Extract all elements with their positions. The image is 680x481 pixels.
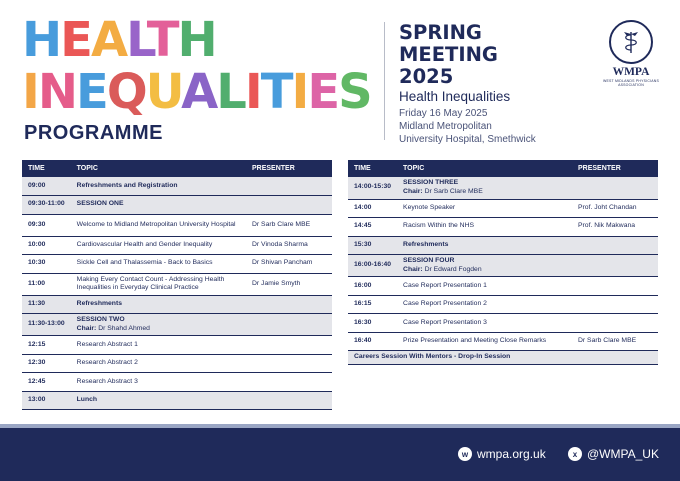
table-header-row <box>348 160 658 177</box>
table-row <box>22 314 332 336</box>
programme-title: PROGRAMME <box>24 122 163 144</box>
time-cell: 09:30 <box>22 214 71 236</box>
org-name: WMPA <box>612 66 650 78</box>
table-row <box>22 354 332 373</box>
session-chair <box>403 266 566 275</box>
wmpa-logo <box>602 20 660 87</box>
table-row <box>348 218 658 237</box>
table-row <box>22 214 332 236</box>
schedule-table-right <box>348 160 658 365</box>
presenter-cell <box>572 277 658 296</box>
table-row <box>22 273 332 295</box>
time-cell: 16:15 <box>348 295 397 314</box>
presenter-cell <box>246 373 332 392</box>
time-cell: 14:00 <box>348 199 397 218</box>
org-subtext: WEST MIDLANDS PHYSICIANS ASSOCIATION <box>602 79 660 87</box>
event-details <box>399 107 536 146</box>
table-row <box>348 199 658 218</box>
logo-letter: S <box>338 64 371 120</box>
session-chair <box>77 325 240 334</box>
logo-letter: T <box>146 12 178 68</box>
venue-line-2: University Hospital, Smethwick <box>399 134 536 145</box>
time-cell: 14:00-15:30 <box>348 177 397 199</box>
column-header-topic: TOPIC <box>71 160 246 177</box>
topic-cell <box>71 236 246 255</box>
topic-cell <box>71 273 246 295</box>
topic-text: Research Abstract 3 <box>76 377 138 385</box>
column-header-presenter: PRESENTER <box>572 160 658 177</box>
logo-letter: I <box>22 64 38 120</box>
topic-cell <box>71 295 246 314</box>
website-text: wmpa.org.uk <box>477 447 546 461</box>
topic-text: Prize Presentation and Meeting Close Remarks <box>403 337 547 345</box>
logo-letter: A <box>90 12 127 68</box>
topic-text: Making Every Contact Count - Addressing Health Inequalities in Everyday Clinical Practice <box>76 275 225 292</box>
topic-cell <box>71 373 246 392</box>
topic-text: Racism Within the NHS <box>403 222 475 230</box>
presenter-cell <box>246 196 332 215</box>
time-cell: 11:30 <box>22 295 71 314</box>
topic-text: Refreshments and Registration <box>76 181 178 189</box>
topic-text: Welcome to Midland Metropolitan University Hospital <box>76 220 236 228</box>
topic-text: Refreshments <box>403 240 449 248</box>
logo-letter: I <box>291 64 308 120</box>
time-cell: 09:30-11:00 <box>22 196 71 215</box>
table-row <box>22 196 332 215</box>
presenter-cell: Prof. Nik Makwana <box>572 218 658 237</box>
table-row <box>22 336 332 355</box>
table-row <box>348 332 658 351</box>
topic-cell <box>397 255 572 277</box>
column-header-presenter: PRESENTER <box>246 160 332 177</box>
topic-cell <box>397 295 572 314</box>
chair-label: Chair: <box>403 187 423 195</box>
topic-cell <box>397 177 572 199</box>
time-cell: 16:40 <box>348 332 397 351</box>
logo-letter: H <box>177 12 216 68</box>
table-row <box>348 295 658 314</box>
table-row <box>348 314 658 333</box>
logo-letter: U <box>145 64 182 120</box>
topic-text: Refreshments <box>76 300 122 308</box>
topic-text: SESSION TWO <box>76 316 125 324</box>
table-row <box>348 277 658 296</box>
column-header-time: TIME <box>22 160 71 177</box>
presenter-cell <box>246 336 332 355</box>
table-row <box>22 255 332 274</box>
schedule-table-left <box>22 160 332 410</box>
topic-text: Research Abstract 2 <box>76 359 138 367</box>
time-cell: 12:30 <box>22 354 71 373</box>
logo-letter: L <box>216 64 245 120</box>
presenter-cell <box>572 295 658 314</box>
header-divider <box>384 22 385 140</box>
topic-text: Case Report Presentation 2 <box>403 300 487 308</box>
caduceus-icon <box>618 29 644 55</box>
logo-letter: L <box>126 12 147 68</box>
chair-name: Dr Shahd Ahmed <box>98 324 150 332</box>
presenter-cell <box>246 391 332 410</box>
topic-text: Cardiovascular Health and Gender Inequality <box>76 240 213 248</box>
table-row <box>22 177 332 196</box>
topic-cell <box>71 255 246 274</box>
topic-text: Keynote Speaker <box>403 203 456 211</box>
health-inequalities-logo <box>22 14 372 118</box>
session-chair <box>403 188 566 197</box>
topic-text: Lunch <box>76 396 98 404</box>
presenter-cell <box>246 354 332 373</box>
chair-label: Chair: <box>76 324 97 332</box>
table-row <box>22 295 332 314</box>
presenter-cell <box>572 314 658 333</box>
table-row-careers-session <box>348 351 658 365</box>
chair-label: Chair: <box>403 265 423 273</box>
event-subtitle: Health Inequalities <box>399 89 511 104</box>
careers-session-cell: Careers Session With Mentors - Drop-In Session <box>348 351 658 365</box>
social-link[interactable] <box>568 447 659 461</box>
time-cell: 10:30 <box>22 255 71 274</box>
column-header-topic: TOPIC <box>397 160 572 177</box>
topic-cell <box>397 199 572 218</box>
logo-letter: T <box>260 64 292 120</box>
topic-text: Case Report Presentation 1 <box>403 281 487 289</box>
topic-cell <box>71 391 246 410</box>
topic-text: Case Report Presentation 3 <box>403 318 487 326</box>
time-cell: 10:00 <box>22 236 71 255</box>
topic-text: Research Abstract 1 <box>76 340 138 348</box>
topic-text: SESSION THREE <box>403 179 459 187</box>
time-cell: 16:00 <box>348 277 397 296</box>
presenter-cell: Dr Shivan Pancham <box>246 255 332 274</box>
table-row <box>348 236 658 255</box>
presenter-cell <box>572 177 658 199</box>
presenter-cell: Prof. Joht Chandan <box>572 199 658 218</box>
table-row <box>348 177 658 199</box>
logo-letter: Q <box>106 64 146 120</box>
presenter-cell: Dr Sarb Clare MBE <box>246 214 332 236</box>
topic-cell <box>71 354 246 373</box>
logo-word-inequalities <box>22 66 372 118</box>
topic-cell <box>71 177 246 196</box>
presenter-cell <box>246 177 332 196</box>
event-date: Friday 16 May 2025 <box>399 108 488 119</box>
topic-cell <box>71 314 246 336</box>
logo-letter: N <box>37 64 77 120</box>
website-icon: w <box>458 447 472 461</box>
topic-cell <box>397 314 572 333</box>
topic-text: SESSION FOUR <box>403 257 455 264</box>
table-header-row <box>22 160 332 177</box>
table-row <box>22 391 332 410</box>
topic-text: SESSION ONE <box>76 200 124 208</box>
topic-cell <box>397 277 572 296</box>
time-cell: 12:15 <box>22 336 71 355</box>
presenter-cell: Dr Sarb Clare MBE <box>572 332 658 351</box>
table-row <box>22 236 332 255</box>
x-social-icon: x <box>568 447 582 461</box>
time-cell: 15:30 <box>348 236 397 255</box>
logo-word-health <box>22 14 372 66</box>
time-cell: 11:00 <box>22 273 71 295</box>
topic-cell <box>397 236 572 255</box>
time-cell: 16:30 <box>348 314 397 333</box>
topic-cell <box>71 196 246 215</box>
topic-cell <box>397 218 572 237</box>
logo-letter: E <box>60 12 91 68</box>
social-handle-text: @WMPA_UK <box>587 447 659 461</box>
time-cell: 16:00-16:40 <box>348 255 397 277</box>
table-row <box>348 255 658 277</box>
chair-name: Dr Sarb Clare MBE <box>424 187 483 195</box>
topic-cell <box>71 336 246 355</box>
topic-cell <box>397 332 572 351</box>
presenter-cell <box>246 295 332 314</box>
time-cell: 12:45 <box>22 373 71 392</box>
presenter-cell <box>572 236 658 255</box>
time-cell: 11:30-13:00 <box>22 314 71 336</box>
presenter-cell: Dr Vinoda Sharma <box>246 236 332 255</box>
time-cell: 13:00 <box>22 391 71 410</box>
presenter-cell: Dr Jamie Smyth <box>246 273 332 295</box>
logo-letter: I <box>244 64 261 120</box>
website-link[interactable] <box>458 447 546 461</box>
logo-letter: H <box>22 12 61 68</box>
logo-letter: A <box>181 64 217 120</box>
time-cell: 09:00 <box>22 177 71 196</box>
chair-name: Dr Edward Fogden <box>424 265 482 273</box>
event-title: SPRING MEETING 2025 <box>399 21 498 88</box>
time-cell: 14:45 <box>348 218 397 237</box>
presenter-cell <box>572 255 658 277</box>
venue-line-1: Midland Metropolitan <box>399 121 492 132</box>
wmpa-seal-icon <box>609 20 653 64</box>
table-row <box>22 373 332 392</box>
presenter-cell <box>246 314 332 336</box>
topic-cell <box>71 214 246 236</box>
logo-letter: E <box>76 64 107 120</box>
logo-letter: E <box>307 64 339 120</box>
topic-text: Sickle Cell and Thalassemia - Back to Basics <box>76 259 213 267</box>
column-header-time: TIME <box>348 160 397 177</box>
